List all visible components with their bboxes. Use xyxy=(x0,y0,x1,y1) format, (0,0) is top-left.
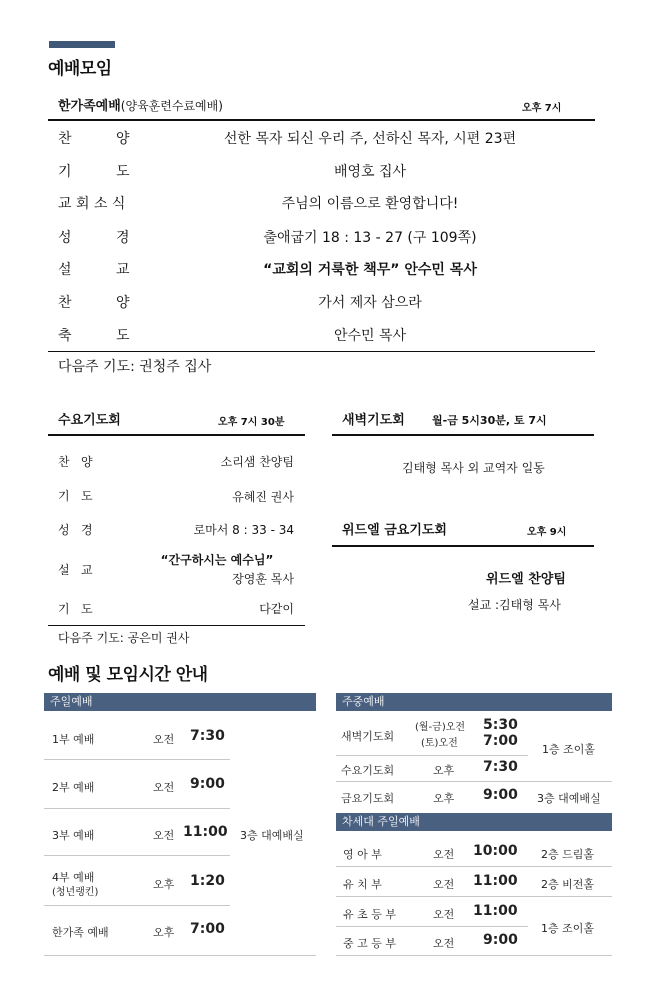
row-value: 소리샘 찬양팀 xyxy=(220,455,294,469)
dept-place: 2층 드림홀 xyxy=(541,848,594,861)
dawn-ampm-weekday: (월-금)오전 xyxy=(415,722,466,733)
row-value: 유혜진 권사 xyxy=(232,490,294,504)
row-label: 기 도 xyxy=(58,602,93,616)
dawn-time: 월-금 5시30분, 토 7시 xyxy=(432,414,547,427)
fri-ampm: 오후 xyxy=(433,792,455,805)
service-time: 9:00 xyxy=(190,776,225,792)
service-name: 3부 예배 xyxy=(52,829,95,842)
row-label: 찬 양 xyxy=(58,131,130,147)
service-time: 7:00 xyxy=(190,921,225,937)
family-service-subtitle: (양육훈련수료예배) xyxy=(120,99,223,113)
dept-time: 11:00 xyxy=(473,903,518,919)
row-label: 찬 양 xyxy=(58,295,130,311)
dept-time: 11:00 xyxy=(473,873,518,889)
row-label: 기 도 xyxy=(58,164,130,180)
dept-time: 9:00 xyxy=(483,932,518,948)
divider xyxy=(44,855,230,856)
dept-name: 영 아 부 xyxy=(343,848,382,861)
dawn-time-saturday: 7:00 xyxy=(483,733,518,749)
dept-time: 10:00 xyxy=(473,843,518,859)
wed-time: 7:30 xyxy=(483,759,518,775)
divider xyxy=(336,896,612,897)
dawn-time-weekday: 5:30 xyxy=(483,717,518,733)
divider xyxy=(48,625,305,626)
sermon-title: “교회의 거룩한 책무” 안수민 목사 xyxy=(263,262,477,278)
next-week-prayer: 다음주 기도: 권청주 집사 xyxy=(58,359,212,375)
friday-time: 오후 9시 xyxy=(527,527,567,538)
row-value: 배영호 집사 xyxy=(333,164,407,180)
divider xyxy=(336,866,612,867)
row-label: 축 도 xyxy=(58,328,130,344)
service-time: 1:20 xyxy=(190,873,225,889)
service-ampm: 오후 xyxy=(153,926,175,939)
divider xyxy=(44,905,230,906)
sunday-place: 3층 대예배실 xyxy=(240,829,304,842)
row-label: 성 경 xyxy=(58,230,130,246)
wednesday-preacher: 장영훈 목사 xyxy=(232,572,294,586)
divider xyxy=(44,759,230,760)
service-name: 1부 예배 xyxy=(52,733,95,746)
divider xyxy=(48,351,595,352)
service-name: 4부 예배 xyxy=(52,871,95,884)
weekday-table-header: 주중예배 xyxy=(336,693,612,711)
service-ampm: 오후 xyxy=(153,878,175,891)
dept-name: 유 초 등 부 xyxy=(343,908,396,921)
wednesday-title: 수요기도회 xyxy=(58,413,121,428)
row-label: 찬 양 xyxy=(58,455,93,469)
row-value: 안수민 목사 xyxy=(333,328,407,344)
wed-service-name: 수요기도회 xyxy=(341,764,395,777)
dept-name: 중 고 등 부 xyxy=(343,937,396,950)
service-time: 11:00 xyxy=(183,824,228,840)
row-label: 기 도 xyxy=(58,489,93,503)
divider xyxy=(332,545,594,547)
dept-ampm: 오전 xyxy=(433,937,455,950)
divider xyxy=(336,955,612,956)
service-name: 2부 예배 xyxy=(52,781,95,794)
fri-service-name: 금요기도회 xyxy=(341,792,395,805)
row-label: 설 교 xyxy=(58,262,130,278)
dawn-title: 새벽기도회 xyxy=(342,413,405,428)
service-name: 한가족 예배 xyxy=(52,926,109,939)
divider xyxy=(336,926,528,927)
wednesday-next-prayer: 다음주 기도: 공은미 권사 xyxy=(58,631,190,645)
divider xyxy=(48,434,305,436)
dept-ampm: 오전 xyxy=(433,908,455,921)
dawn-ampm-saturday: (토)오전 xyxy=(421,738,458,749)
wednesday-time: 오후 7시 30분 xyxy=(218,417,285,428)
service-time: 7:30 xyxy=(190,728,225,744)
row-value: 로마서 8 : 33 - 34 xyxy=(193,523,294,537)
divider xyxy=(336,755,528,756)
divider xyxy=(336,781,612,782)
dept-shared-place: 1층 조이홀 xyxy=(541,922,594,935)
dawn-place: 1층 조이홀 xyxy=(542,743,595,756)
family-service-title xyxy=(58,95,223,114)
service-ampm: 오전 xyxy=(153,781,175,794)
service-name-sub: (청년랭킨) xyxy=(52,887,99,898)
row-value: 선한 목자 되신 우리 주, 선하신 목자, 시편 23편 xyxy=(223,131,517,147)
row-label: 교 회 소 식 xyxy=(58,196,126,212)
friday-team: 위드엘 찬양팀 xyxy=(486,572,566,587)
dept-ampm: 오전 xyxy=(433,848,455,861)
dawn-service-name: 새벽기도회 xyxy=(341,730,395,743)
divider xyxy=(332,434,594,436)
heading-accent-bar xyxy=(49,41,115,48)
fri-place: 3층 대예배실 xyxy=(537,792,601,805)
friday-preacher: 설교 :김태형 목사 xyxy=(468,598,561,612)
service-ampm: 오전 xyxy=(153,733,175,746)
divider xyxy=(48,119,595,121)
page-heading: 예배모임 xyxy=(48,59,112,79)
dept-name: 유 치 부 xyxy=(343,878,382,891)
dawn-leader: 김태형 목사 외 교역자 일동 xyxy=(402,461,545,475)
guide-heading: 예배 및 모임시간 안내 xyxy=(48,665,208,685)
dept-place: 2층 비전홀 xyxy=(541,878,594,891)
row-label: 성 경 xyxy=(58,523,93,537)
row-value: 가서 제자 삼으라 xyxy=(318,295,422,311)
row-value: 다같이 xyxy=(259,602,294,616)
divider xyxy=(44,955,316,956)
family-service-time: 오후 7시 xyxy=(522,103,562,114)
wed-ampm: 오후 xyxy=(433,764,455,777)
sunday-table-header: 주일예배 xyxy=(44,693,316,711)
nextgen-table-header: 차세대 주일예배 xyxy=(336,813,612,831)
dept-ampm: 오전 xyxy=(433,878,455,891)
row-value: 주님의 이름으로 환영합니다! xyxy=(281,196,459,212)
row-value: 출애굽기 18 : 13 - 27 (구 109쪽) xyxy=(263,230,477,246)
row-label: 설 교 xyxy=(58,563,93,577)
divider xyxy=(44,808,230,809)
service-ampm: 오전 xyxy=(153,829,175,842)
family-service-name: 한가족예배 xyxy=(58,99,121,114)
fri-time: 9:00 xyxy=(483,787,518,803)
friday-title: 위드엘 금요기도회 xyxy=(342,523,447,538)
wednesday-sermon-title: “간구하시는 예수님” xyxy=(160,553,274,567)
